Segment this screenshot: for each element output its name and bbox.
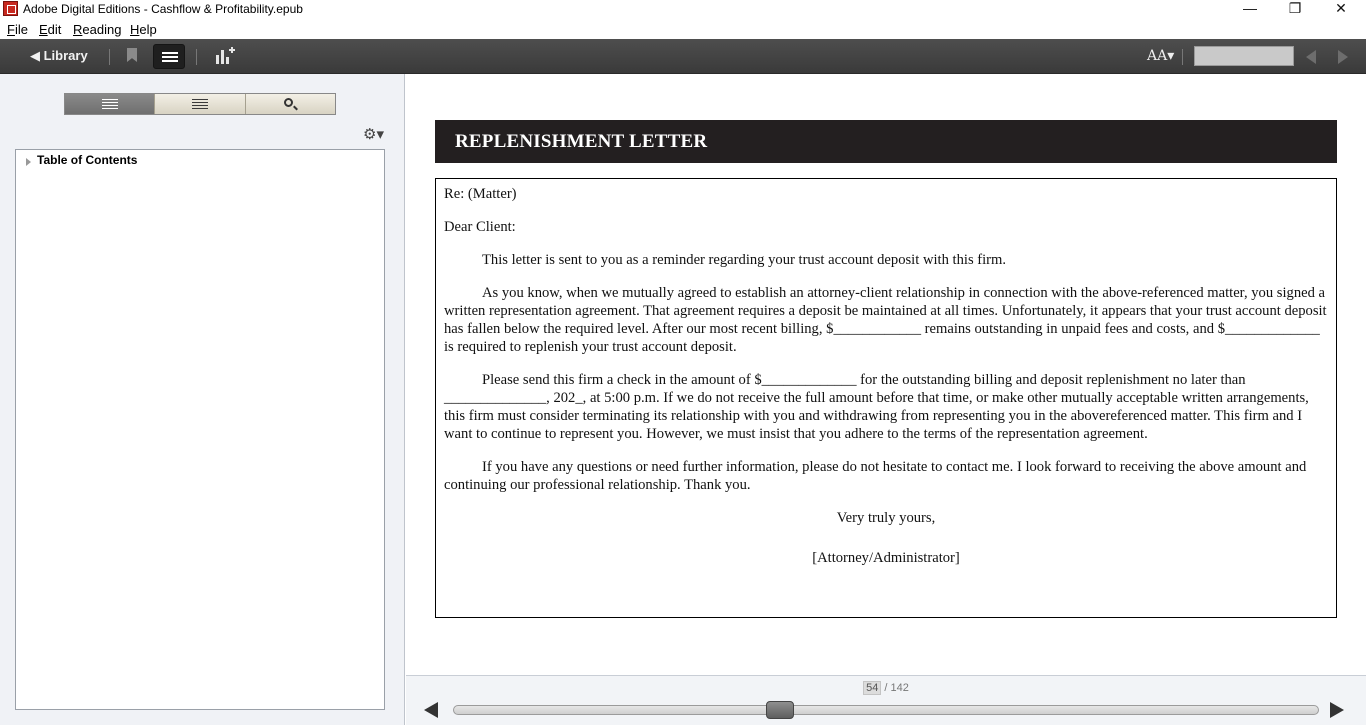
toolbar-divider	[109, 49, 110, 65]
paragraph: Please send this firm a check in the amount of $_____________ for the outstanding billing and deposit replenishment no later than ______________, 202_, at 5:00 p.m. If we do not receive the full amount before that time, or make other mutually acceptable written arrangements, this firm must consider terminating its relationship with you and withdrawing from representing you in the abovereferenced matter. This firm and I want to continue to represent you. However, we must insist that you adhere to the terms of the representation agreement.	[444, 372, 1309, 442]
toc-item-label: Table of Contents	[37, 153, 138, 167]
toc-view-tab[interactable]	[65, 94, 155, 114]
next-page-icon[interactable]	[1338, 50, 1348, 64]
close-button[interactable]: ✕	[1335, 0, 1347, 16]
signature: [Attorney/Administrator]	[812, 550, 960, 566]
font-size-button[interactable]: AA▾	[1147, 48, 1175, 64]
library-button[interactable]: ◀ Library	[30, 48, 88, 63]
bookmarks-view-tab[interactable]	[155, 94, 245, 114]
stats-icon[interactable]	[216, 48, 234, 64]
prev-page-icon[interactable]	[1306, 50, 1316, 64]
expand-triangle-icon[interactable]	[26, 158, 31, 166]
paragraph: This letter is sent to you as a reminder regarding your trust account deposit with this firm.	[482, 252, 1007, 268]
closing: Very truly yours,	[836, 510, 936, 526]
page-slider-thumb[interactable]	[766, 701, 794, 719]
menu-edit[interactable]: Edit	[39, 22, 62, 37]
bookmark-icon[interactable]	[127, 48, 137, 62]
toolbar-divider	[196, 49, 197, 65]
total-pages: / 142	[884, 682, 909, 694]
re-line: Re: (Matter)	[444, 186, 517, 202]
toolbar-divider	[1182, 49, 1183, 65]
menu-file[interactable]: File	[7, 22, 28, 37]
navigation-panel	[0, 74, 405, 725]
restore-button[interactable]: ❐	[1288, 0, 1302, 16]
salutation: Dear Client:	[444, 219, 516, 235]
toc-view-icon	[102, 99, 118, 109]
page-slider-track[interactable]	[453, 705, 1319, 715]
current-page[interactable]: 54	[863, 681, 881, 695]
toolbar	[0, 39, 1366, 74]
paragraph: As you know, when we mutually agreed to establish an attorney-client relationship in connection with the above-referenced matter, you signed a written representation agreement. That agreement requires a deposit be maintained at all times. Unfortunately, it appears that your trust account deposit has fallen below the required level. After our most recent billing, $____________ remains outstanding in unpaid fees and costs, and $_____________ is required to replenish your trust account deposit.	[444, 285, 1327, 355]
menu-bar	[0, 20, 1366, 39]
chapter-heading: REPLENISHMENT LETTER	[435, 120, 1337, 163]
page-counter	[406, 681, 1366, 695]
app-icon	[3, 1, 18, 16]
table-of-contents-icon	[162, 52, 178, 63]
table-of-contents-button[interactable]	[153, 44, 185, 69]
prev-page-arrow-icon[interactable]	[424, 702, 438, 718]
search-tab[interactable]	[246, 94, 335, 114]
reading-pane	[406, 74, 1366, 675]
minimize-button[interactable]: —	[1243, 0, 1257, 16]
toc-item[interactable]	[24, 153, 137, 167]
next-page-arrow-icon[interactable]	[1330, 702, 1344, 718]
title-bar	[0, 0, 1366, 19]
page-input[interactable]	[1194, 46, 1294, 66]
menu-reading[interactable]: Reading	[73, 22, 122, 37]
search-icon	[284, 98, 293, 107]
letter-box	[435, 178, 1337, 618]
gear-icon[interactable]: ⚙▾	[363, 126, 384, 143]
page-navigation-bar	[406, 675, 1366, 725]
window-title: Adobe Digital Editions - Cashflow & Profitability.epub	[23, 2, 303, 16]
toc-tree	[15, 149, 385, 710]
panel-view-switcher	[64, 93, 336, 115]
menu-help[interactable]: Help	[130, 22, 157, 37]
paragraph: If you have any questions or need further information, please do not hesitate to contact me. I look forward to receiving the above amount and continuing our professional relationship. Thank you.	[444, 459, 1307, 493]
bookmarks-view-icon	[192, 99, 208, 109]
